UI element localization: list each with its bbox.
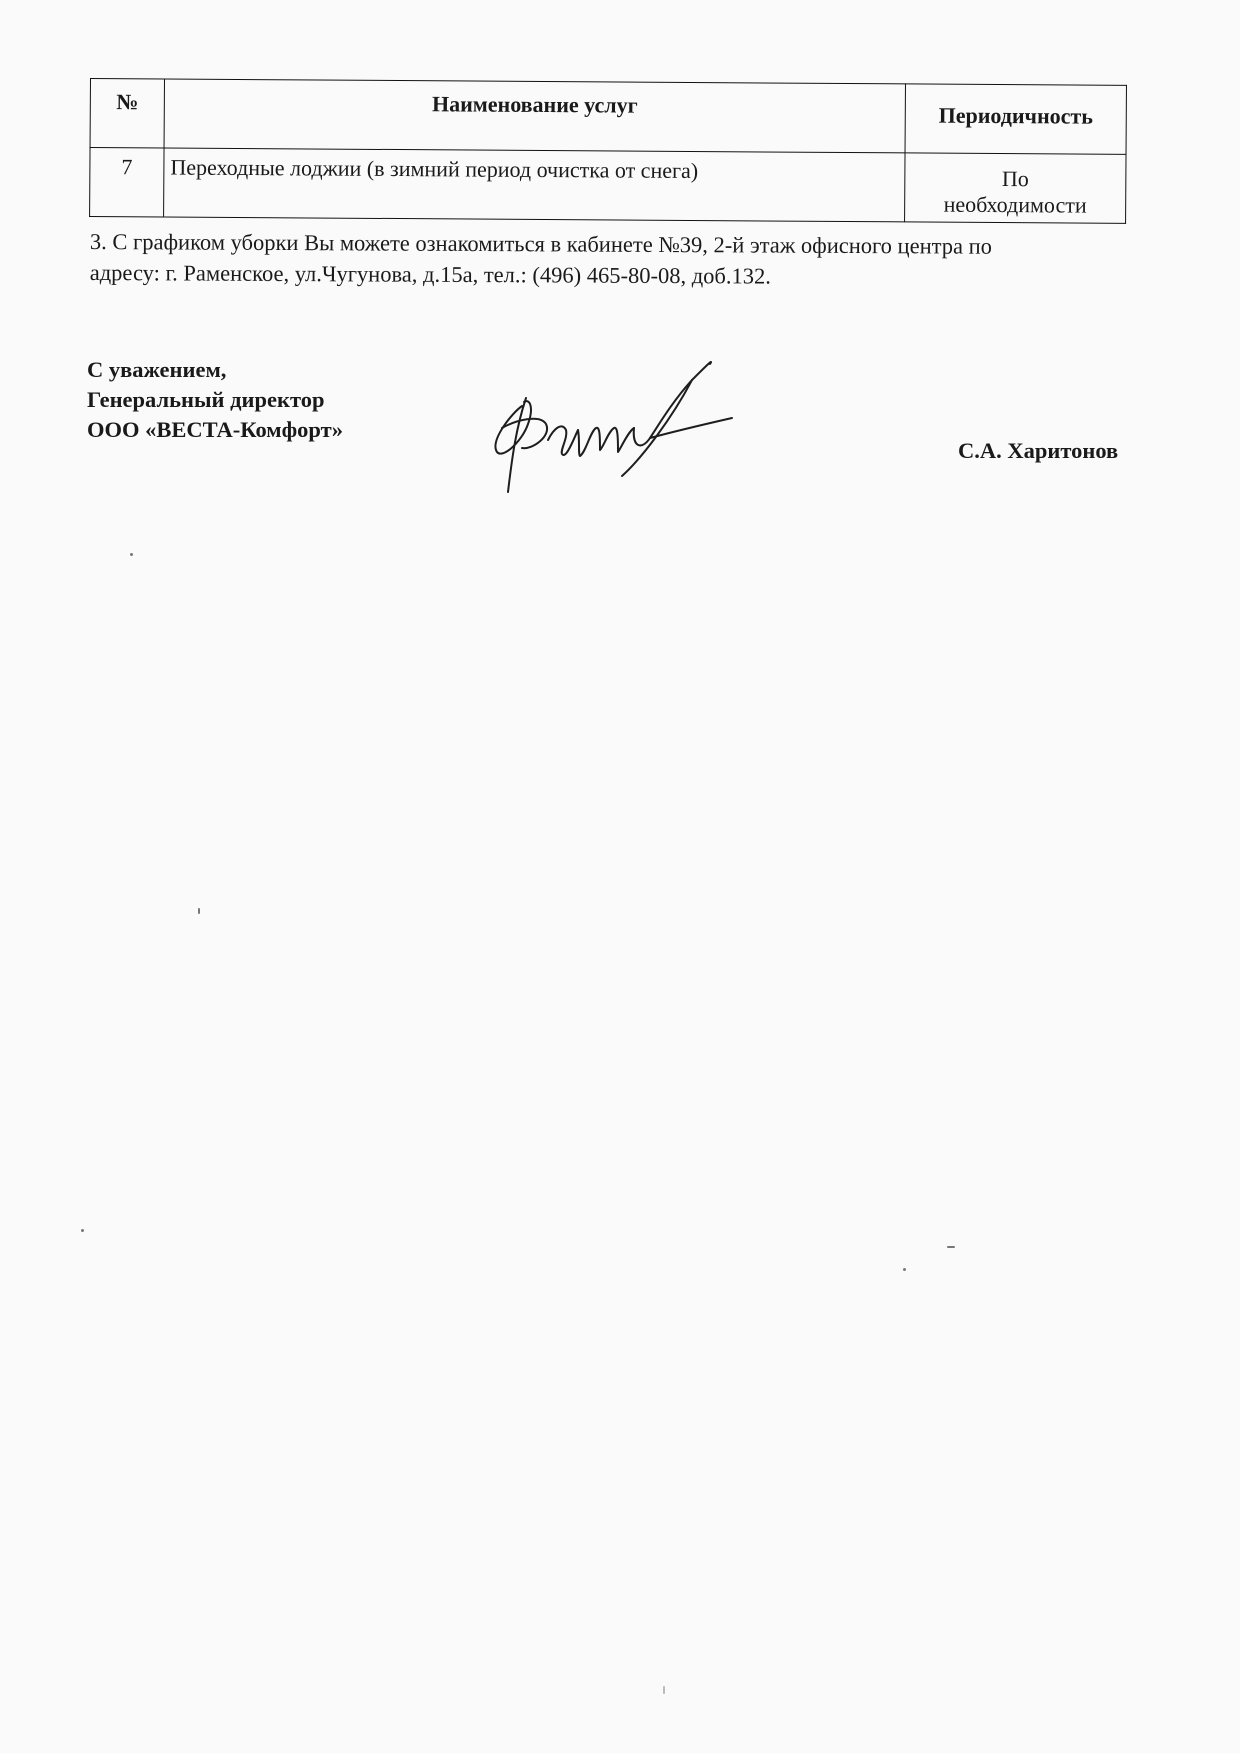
signer-name: С.А. Харитонов bbox=[958, 438, 1119, 463]
handwritten-signature bbox=[482, 358, 752, 498]
closing-company: ООО «ВЕСТА-Комфорт» bbox=[87, 417, 343, 442]
scan-speck bbox=[947, 1246, 955, 1248]
table-header-row bbox=[90, 79, 1126, 155]
scan-speck bbox=[130, 553, 133, 556]
paragraph-line-2: адресу: г. Раменское, ул.Чугунова, д.15а, тел.: (496) 465-80-08, доб.132. bbox=[89, 259, 771, 289]
schedule-paragraph bbox=[90, 226, 1110, 293]
row-periodicity-line1: По bbox=[1001, 166, 1029, 192]
header-periodicity bbox=[905, 84, 1126, 154]
services-table-wrapper bbox=[89, 78, 1126, 224]
table-row bbox=[90, 148, 1126, 224]
closing-position: Генеральный директор bbox=[87, 387, 325, 412]
header-number: № bbox=[90, 79, 164, 148]
header-periodicity-label: Периодичность bbox=[938, 102, 1093, 129]
row-service-name: Переходные лоджии (в зимний период очистка от снега) bbox=[164, 148, 905, 222]
services-table bbox=[89, 78, 1127, 224]
row-periodicity-line2: необходимости bbox=[943, 192, 1087, 219]
scan-speck bbox=[903, 1268, 906, 1271]
scan-speck bbox=[81, 1229, 84, 1232]
row-number: 7 bbox=[90, 148, 164, 217]
closing-regards: С уважением, bbox=[87, 357, 227, 382]
scan-speck bbox=[663, 1686, 665, 1694]
closing-block bbox=[87, 355, 343, 445]
row-periodicity bbox=[905, 153, 1126, 223]
scan-speck bbox=[198, 908, 200, 914]
paragraph-line-1: 3. С графиком уборки Вы можете ознакомиться в кабинете №39, 2-й этаж офисного центра по bbox=[89, 228, 992, 259]
header-service-name: Наименование услуг bbox=[164, 79, 905, 153]
